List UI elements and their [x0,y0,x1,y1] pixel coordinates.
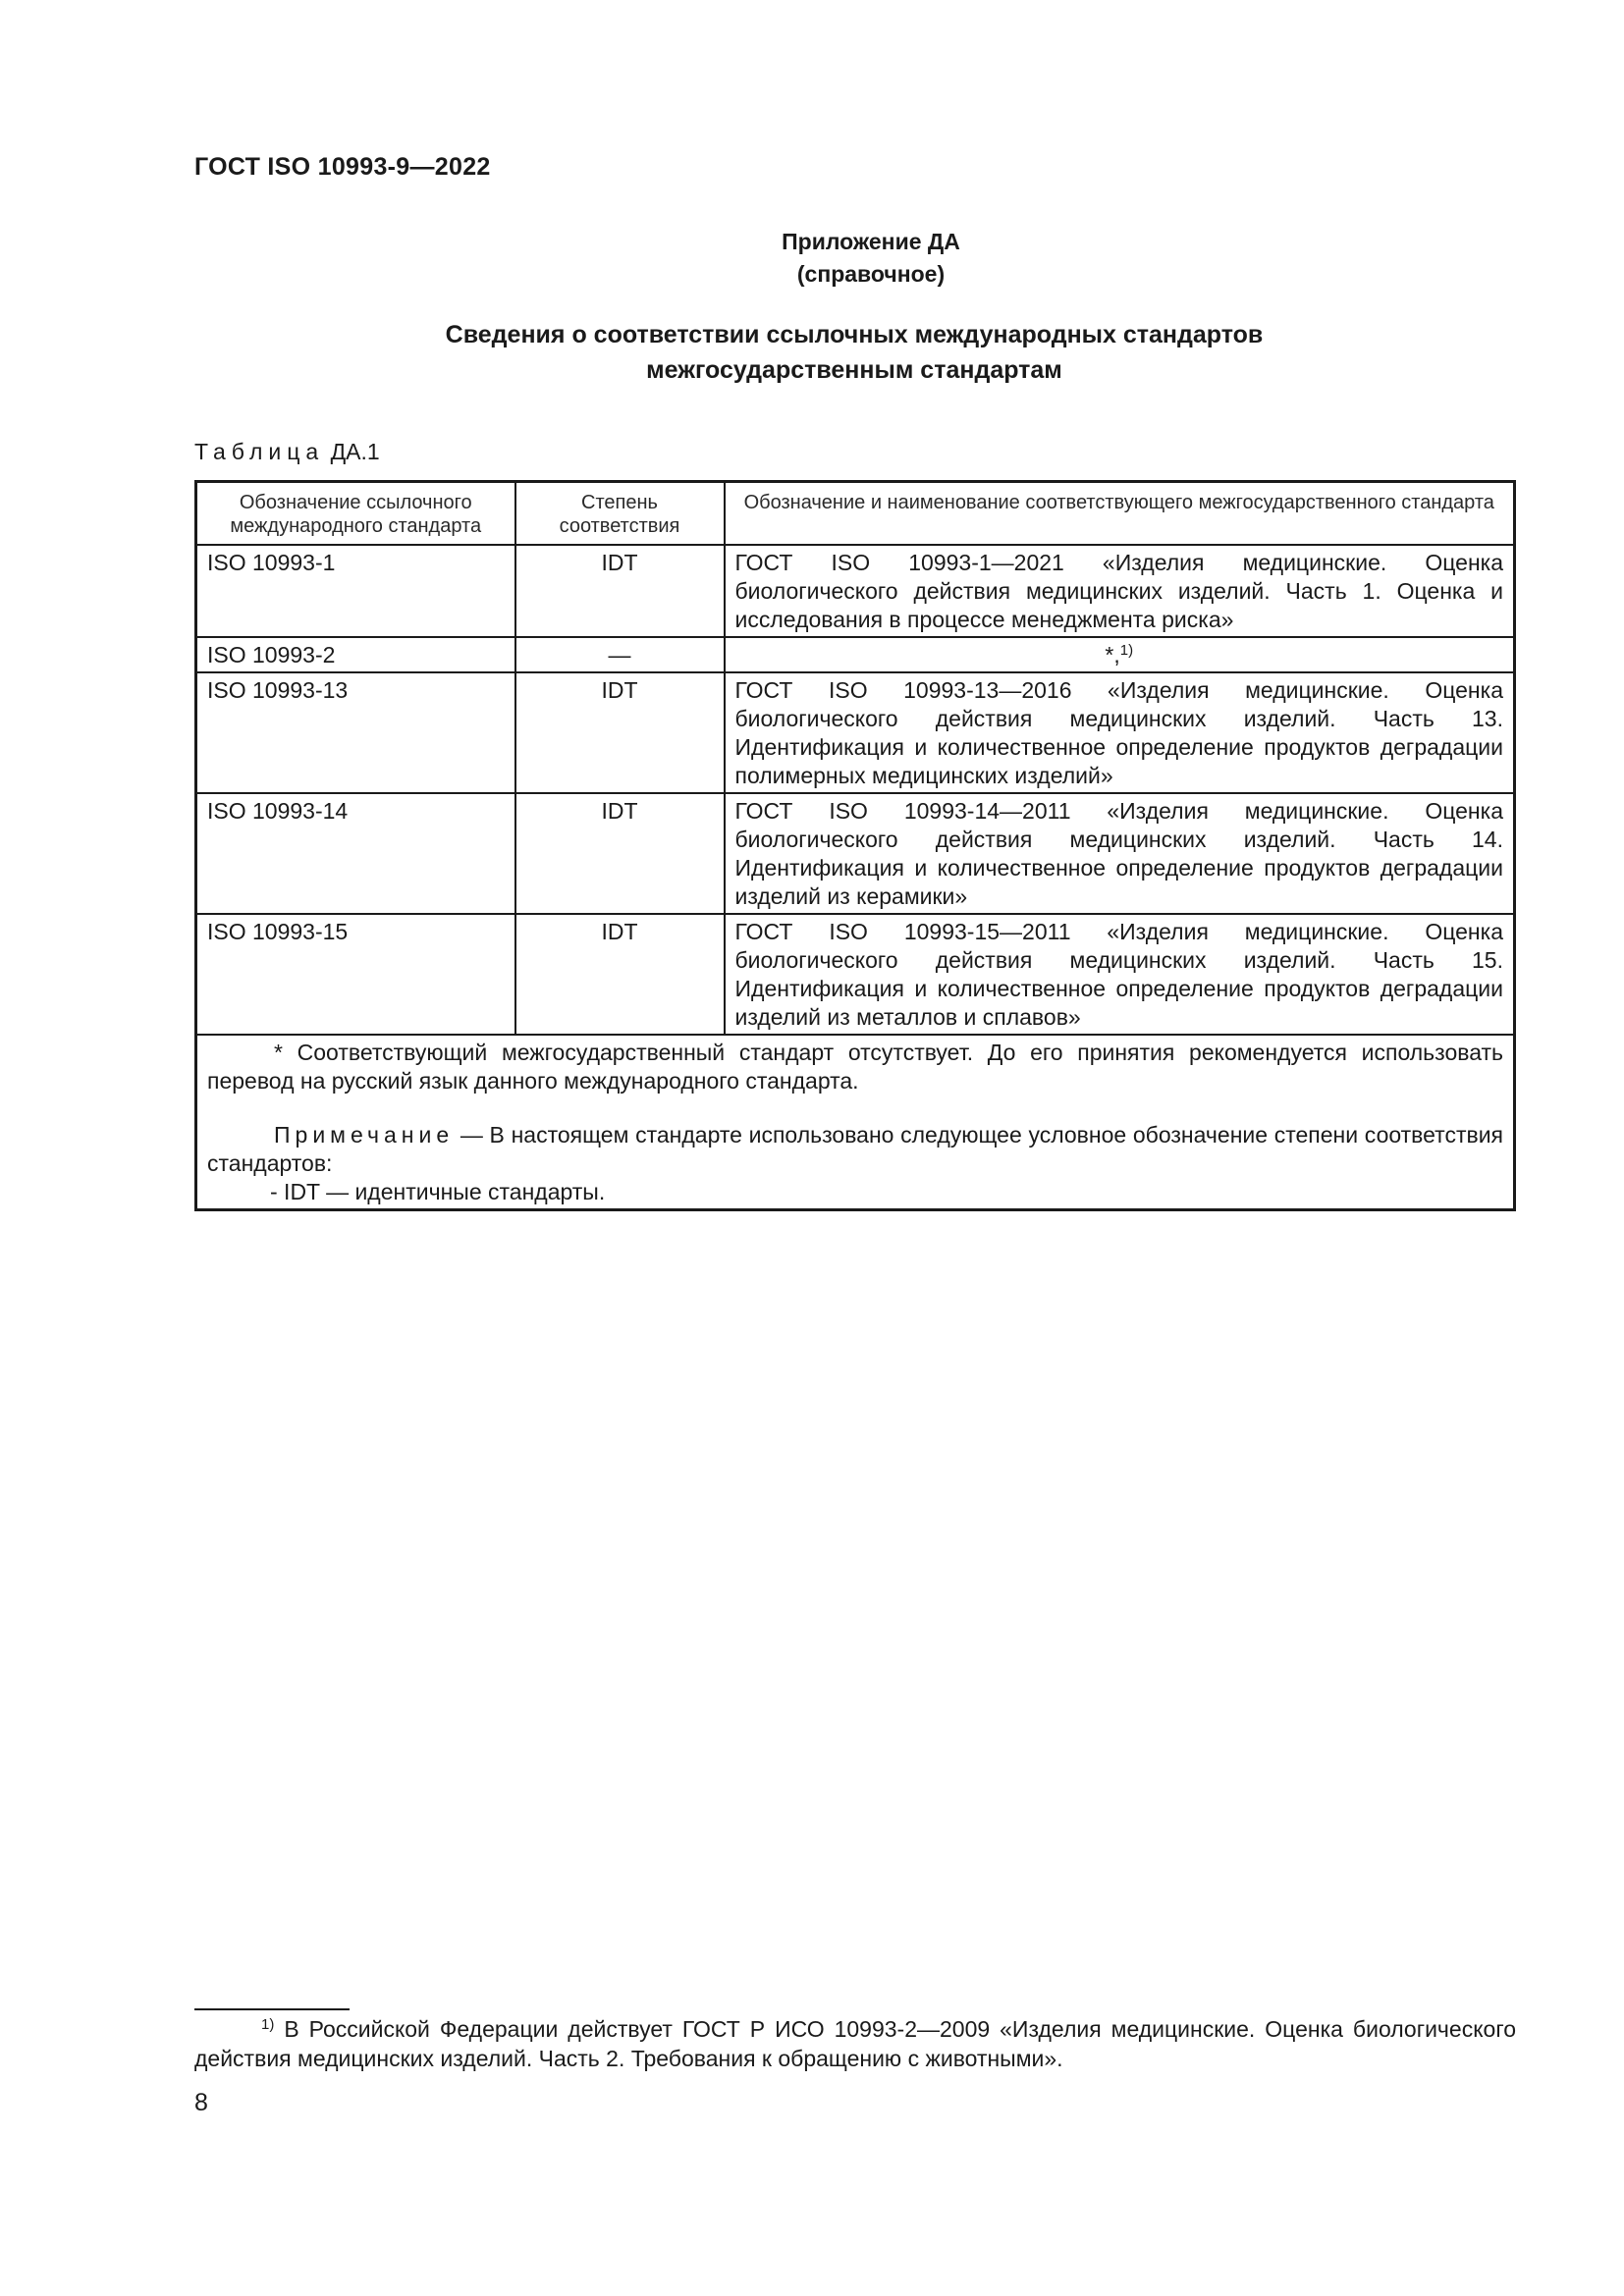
table-row [196,545,1515,637]
cell-description: ГОСТ ISO 10993-14—2011 «Изделия медицинские. Оценка биологического действия медицинских изделий. Часть 14. Идентификация и количественное определение продуктов деградации изделий из керамики» [725,793,1515,914]
cell-reference: ISO 10993-1 [196,545,515,637]
footnote-marker: 1) [261,2016,275,2033]
table-label-number: ДА.1 [330,439,380,464]
cell-description-text: *, [1105,642,1120,667]
note-item: - IDT — идентичные стандарты. [270,1179,606,1204]
cell-reference: ISO 10993-15 [196,914,515,1035]
correspondence-table [194,480,1516,1211]
header-interstate-standard: Обозначение и наименование соответствующего межгосударственного стандарта [725,482,1515,546]
table-note [207,1121,1503,1178]
cell-degree: IDT [515,672,725,793]
table-row [196,914,1515,1035]
footnote [194,2014,1516,2073]
section-title-line-1: Сведения о соответствии ссылочных международных стандартов [445,321,1264,348]
footnote-divider [194,2008,350,2010]
cell-degree: IDT [515,545,725,637]
asterisk-note: * Соответствующий межгосударственный стандарт отсутствует. До его принятия рекомендуется использовать перевод на русский язык данного международного стандарта. [207,1040,1503,1094]
cell-reference: ISO 10993-2 [196,637,515,672]
table-label [194,439,380,465]
note-text: — В настоящем стандарте использовано следующее условное обозначение степени соответствия стандартов: [207,1122,1503,1176]
cell-reference: ISO 10993-13 [196,672,515,793]
footnote-text: В Российской Федерации действует ГОСТ Р ИСО 10993-2—2009 «Изделия медицинские. Оценка биологического действия медицинских изделий. Часть 2. Требования к обращению с животными». [194,2016,1516,2071]
cell-degree: IDT [515,914,725,1035]
table-label-word: Таблица [194,439,325,464]
annex-heading [0,226,1624,291]
section-title-line-2: межгосударственным стандартам [646,356,1062,384]
cell-description [725,637,1515,672]
cell-description: ГОСТ ISO 10993-13—2016 «Изделия медицинские. Оценка биологического действия медицинских изделий. Часть 13. Идентификация и количественное определение продуктов деградации полимерных медицинских изделий» [725,672,1515,793]
table-row [196,793,1515,914]
cell-description: ГОСТ ISO 10993-15—2011 «Изделия медицинские. Оценка биологического действия медицинских изделий. Часть 15. Идентификация и количественное определение продуктов деградации изделий из металлов и сплавов» [725,914,1515,1035]
header-reference-standard: Обозначение ссылочного международного стандарта [196,482,515,546]
footnote-ref-1[interactable]: 1) [1119,642,1134,659]
table-footer [196,1035,1515,1210]
note-label: Примечание [274,1122,455,1148]
cell-reference: ISO 10993-14 [196,793,515,914]
section-title [194,317,1514,388]
annex-title: Приложение ДА [782,229,960,254]
page-number: 8 [194,2089,208,2116]
header-degree: Степень соответствия [515,482,725,546]
cell-degree: IDT [515,793,725,914]
table-header-row [196,482,1515,546]
table-row [196,637,1515,672]
annex-subtitle: (справочное) [796,261,946,287]
table-row [196,672,1515,793]
cell-degree: — [515,637,725,672]
cell-description: ГОСТ ISO 10993-1—2021 «Изделия медицинские. Оценка биологического действия медицинских изделий. Часть 1. Оценка и исследования в процессе менеджмента риска» [725,545,1515,637]
table-footer-row [196,1035,1515,1210]
document-code: ГОСТ ISO 10993-9—2022 [194,153,491,181]
